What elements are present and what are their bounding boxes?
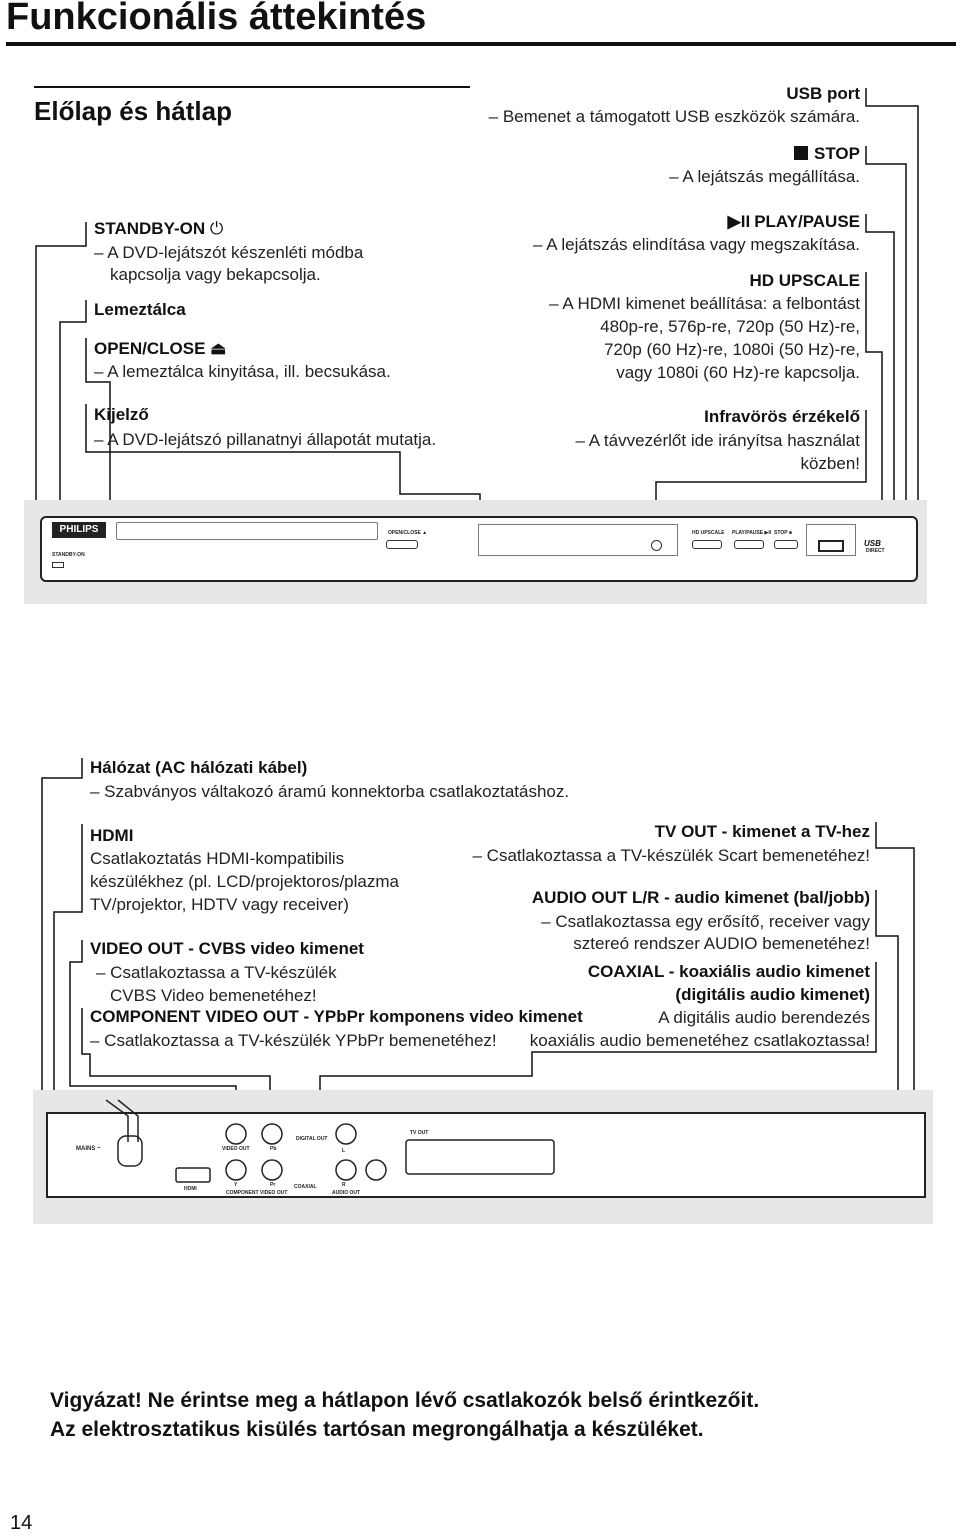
open-close-label [94,338,226,360]
open-close-label-text: OPEN/CLOSE [94,339,206,358]
cvbs-desc-1: – Csatlakoztassa a TV-készülék [96,963,337,982]
cvbs-label: VIDEO OUT - CVBS video kimenet [90,939,364,958]
component-desc: – Csatlakoztassa a TV-készülék YPbPr bemenetéhez! [90,1031,497,1050]
front-hd-button [692,540,722,549]
usb-desc: – Bemenet a támogatott USB eszközök számára. [488,107,860,126]
front-standby-text: STANDBY-ON [52,552,85,558]
page-number: 14 [10,1512,33,1534]
back-hdmi-text: HDMI [184,1186,197,1192]
hd-desc-4: vagy 1080i (60 Hz)-re kapcsolja. [616,363,860,382]
stop-label-text: STOP [814,144,860,163]
component-label: COMPONENT VIDEO OUT - YPbPr komponens video kimenet [90,1007,583,1026]
pb-jack-icon [262,1124,282,1144]
coax-label-1: COAXIAL - koaxiális audio kimenet [587,962,870,981]
front-ir-sensor [651,540,662,551]
back-r-text: R [342,1182,346,1188]
hd-label: HD UPSCALE [749,271,860,290]
ir-desc-2: közben! [800,454,860,473]
power-icon: ⏻ [209,219,224,238]
mains-desc: – Szabványos váltakozó áramú konnektorba csatlakoztatáshoz. [90,782,570,801]
eject-icon: ⏏ [210,339,227,358]
front-usb-logo: USB [864,539,881,548]
hd-desc-2: 480p-re, 576p-re, 720p (50 Hz)-re, [600,317,860,336]
back-audio-out-text: AUDIO OUT [332,1190,361,1196]
video-out-jack-icon [226,1124,246,1144]
y-jack-icon [226,1160,246,1180]
ir-label: Infravörös érzékelő [704,407,860,426]
stop-icon [794,146,808,160]
scart-port-icon [406,1140,554,1174]
front-disc-tray [116,522,378,540]
usb-label: USB port [786,84,860,103]
mains-label: Hálózat (AC hálózati kábel) [90,758,308,777]
back-component-text: COMPONENT VIDEO OUT [226,1190,288,1196]
tray-label: Lemeztálca [94,300,186,319]
pr-jack-icon [262,1160,282,1180]
audio-r-jack-icon [366,1160,386,1180]
front-open-text: OPEN/CLOSE ▲ [388,530,428,536]
page-title: Funkcionális áttekintés [6,0,427,38]
tvout-label: TV OUT - kimenet a TV-hez [654,822,870,841]
back-panel-connectors [46,1098,922,1198]
front-open-button [386,540,418,549]
coax-desc-1: A digitális audio berendezés [658,1008,870,1027]
hdmi-desc-2: készülékhez (pl. LCD/projektoros/plazma [90,872,399,891]
coaxial-jack-icon [336,1160,356,1180]
display-label: Kijelző [94,405,149,424]
cvbs-desc-2: CVBS Video bemenetéhez! [110,986,317,1005]
standby-label-text: STANDBY-ON [94,219,206,238]
hdmi-desc-3: TV/projektor, HDTV vagy receiver) [90,895,349,914]
back-tvout-text: TV OUT [410,1130,429,1136]
ir-desc-1: – A távvezérlőt ide irányítsa használat [575,431,860,450]
back-coaxial-text: COAXIAL [294,1184,317,1190]
hdmi-label: HDMI [90,826,134,845]
back-pr-text: Pr [270,1182,276,1188]
audio-desc-1: – Csatlakoztassa egy erősítő, receiver vagy [541,912,870,931]
audio-desc-2: sztereó rendszer AUDIO bemenetéhez! [573,934,870,953]
play-label [728,211,860,233]
warning-block [50,1386,759,1444]
back-y-text: Y [234,1182,238,1188]
front-display-window [478,524,678,556]
front-stop-text: STOP ■ [774,530,792,536]
open-close-desc: – A lemeztálca kinyitása, ill. becsukása. [94,362,391,381]
back-mains-text: MAINS ~ [76,1146,101,1152]
back-pb-text: Pb [270,1146,277,1152]
back-l-text: L [342,1148,346,1154]
coax-top-jack-icon [336,1124,356,1144]
standby-desc-2: kapcsolja vagy bekapcsolja. [110,265,321,284]
coax-label-2: (digitális audio kimenet) [675,985,870,1004]
stop-label [794,143,860,165]
front-stop-button [774,540,798,549]
philips-logo: PHILIPS [52,522,106,538]
audio-label: AUDIO OUT L/R - audio kimenet (bal/jobb) [531,888,870,907]
hd-desc-3: 720p (60 Hz)-re, 1080i (50 Hz)-re, [603,340,860,359]
hd-desc-1: – A HDMI kimenet beállítása: a felbontást [549,294,860,313]
front-usb-port [818,540,844,552]
front-play-button [734,540,764,549]
play-pause-icon: ▶II [727,212,751,231]
front-direct-text: DIRECT [866,548,885,554]
warning-line-2: Az elektrosztatikus kisülés tartósan megrongálhatja a készüléket. [50,1418,704,1441]
stop-desc: – A lejátszás megállítása. [669,167,860,186]
front-hd-text: HD UPSCALE [692,530,725,536]
standby-label [94,218,223,240]
standby-desc-1: – A DVD-lejátszót készenléti módba [94,243,364,262]
front-play-text: PLAY/PAUSE ▶II [732,530,772,536]
front-standby-button [52,562,64,568]
back-digital-text: DIGITAL OUT [296,1136,328,1142]
display-desc: – A DVD-lejátszó pillanatnyi állapotát mutatja. [94,430,437,449]
hdmi-desc-1: Csatlakoztatás HDMI-kompatibilis [90,849,345,868]
warning-line-1: Vigyázat! Ne érintse meg a hátlapon lévő csatlakozók belső érintkezőit. [50,1389,760,1412]
section-subtitle: Előlap és hátlap [34,96,232,126]
hdmi-port-icon [176,1168,210,1182]
coax-desc-2: koaxiális audio bemenetéhez csatlakoztassa! [529,1031,870,1050]
play-desc: – A lejátszás elindítása vagy megszakítása. [533,235,860,254]
tvout-desc: – Csatlakoztassa a TV-készülék Scart bemenetéhez! [472,846,870,865]
play-label-text: PLAY/PAUSE [754,212,860,231]
back-video-out-text: VIDEO OUT [222,1146,250,1152]
